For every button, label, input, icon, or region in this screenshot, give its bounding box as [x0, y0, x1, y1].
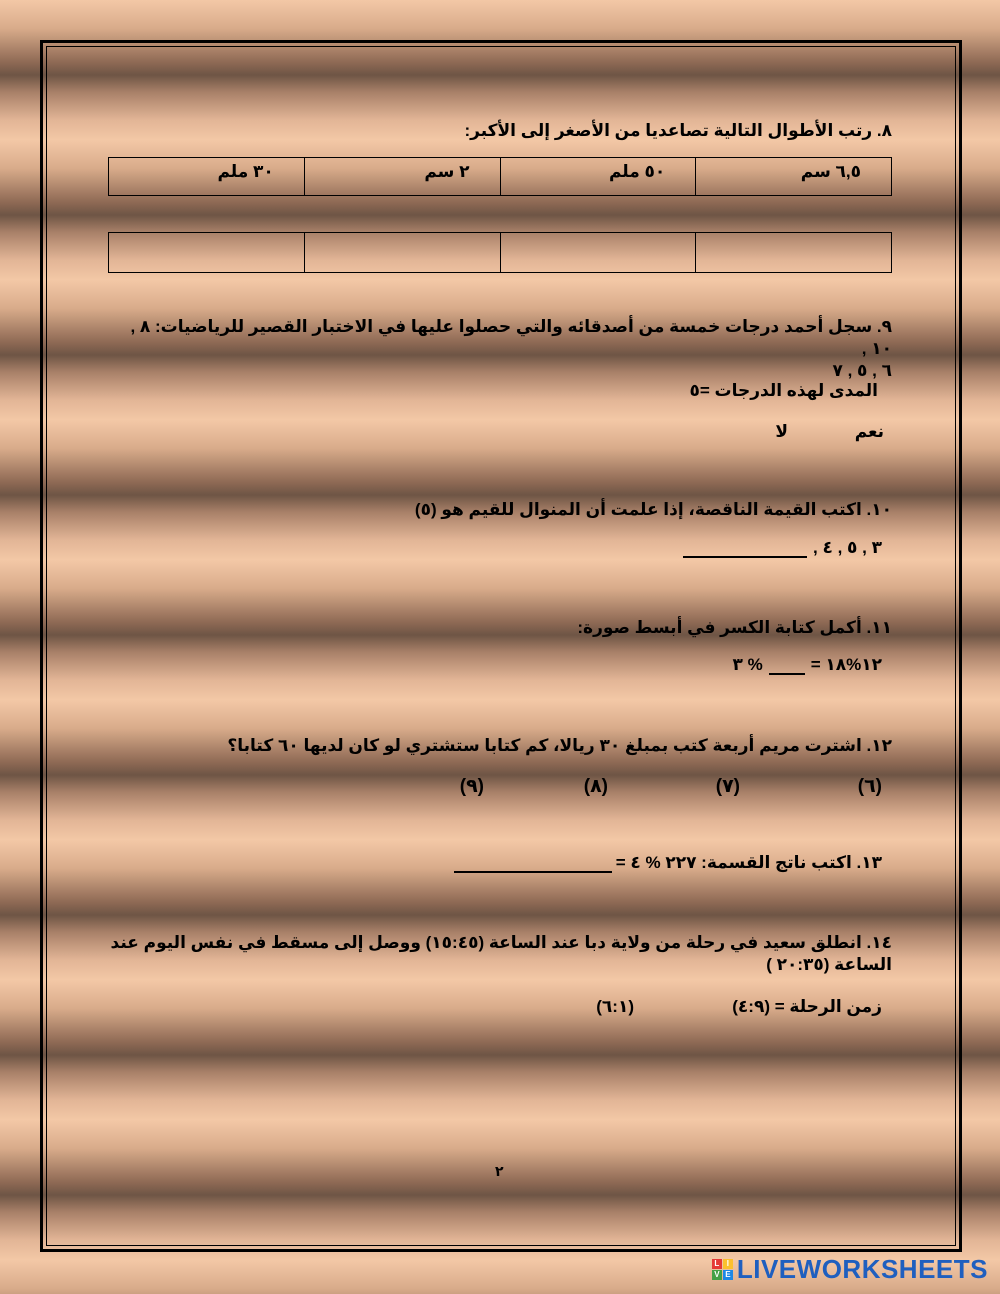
question-14-line1: ١٤. انطلق سعيد في رحلة من ولاية دبا عند الساعة (١٥:٤٥) ووصل إلى مسقط في نفس اليوم عند	[110, 933, 892, 952]
question-14-line2: الساعة (٢٠:٣٥ )	[766, 955, 892, 974]
question-8-text: ٨. رتب الأطوال التالية تصاعديا من الأصغر إلى الأكبر:	[464, 121, 892, 140]
question-11-text: ١١. أكمل كتابة الكسر في أبسط صورة:	[577, 618, 892, 637]
logo-letter: E	[723, 1270, 733, 1280]
question-9-line1: ٩. سجل أحمد درجات خمسة من أصدقائه والتي حصلوا عليها في الاختبار القصير للرياضيات: ٨ , ١٠ ,	[130, 317, 892, 358]
choice-8[interactable]: (٨)	[583, 776, 608, 797]
page-number: ٢	[495, 1163, 504, 1179]
liveworksheets-logo	[712, 1254, 988, 1284]
question-14-text	[108, 932, 892, 976]
mode-answer-blank[interactable]	[683, 540, 807, 558]
logo-mark-icon	[712, 1259, 733, 1280]
question-9-line2: ٦ , ٥ , ٧	[832, 361, 892, 380]
mode-values: ٣ , ٥ , ٤ ,	[813, 538, 882, 557]
trip-time-option-2[interactable]: (٦:١)	[596, 997, 634, 1016]
question-12-text: ١٢. اشترت مريم أربعة كتب بمبلغ ٣٠ ريالا، كم كتابا ستشتري لو كان لديها ٦٠ كتابا؟	[227, 736, 892, 755]
logo-letter: L	[712, 1259, 722, 1269]
question-9-text	[108, 316, 892, 382]
range-statement: المدى لهذه الدرجات =٥	[689, 381, 878, 400]
length-cell: ٢ سم	[304, 158, 500, 196]
question-10-text: ١٠. اكتب القيمة الناقصة، إذا علمت أن المنوال للقيم هو (٥)	[414, 500, 892, 519]
trip-time-option-1[interactable]: زمن الرحلة = (٤:٩)	[732, 997, 882, 1016]
logo-text: LIVEWORKSHEETS	[736, 1253, 988, 1284]
page-border-inner	[46, 46, 956, 1246]
fraction-row	[732, 655, 882, 675]
logo-letter: V	[712, 1270, 722, 1280]
mode-values-row	[683, 538, 882, 558]
question-13-row	[454, 853, 882, 873]
length-cell: ٦,٥ سم	[696, 158, 892, 196]
lengths-table	[108, 157, 892, 196]
length-cell: ٣٠ ملم	[109, 158, 305, 196]
fraction-left: ١٢%١٨ =	[810, 655, 882, 674]
answer-cell[interactable]	[696, 233, 892, 273]
length-cell: ٥٠ ملم	[500, 158, 696, 196]
logo-letter: I	[723, 1259, 733, 1269]
answer-cell[interactable]	[109, 233, 305, 273]
choice-6[interactable]: (٦)	[857, 776, 882, 797]
fraction-blank[interactable]	[769, 657, 805, 675]
option-yes[interactable]: نعم	[854, 422, 884, 441]
choice-7[interactable]: (٧)	[715, 776, 740, 797]
answer-cell[interactable]	[304, 233, 500, 273]
fraction-right: % ٣	[732, 655, 763, 674]
division-answer-blank[interactable]	[454, 855, 612, 873]
answer-table	[108, 232, 892, 273]
option-no[interactable]: لا	[775, 422, 788, 441]
choice-9[interactable]: (٩)	[459, 776, 484, 797]
answer-cell[interactable]	[500, 233, 696, 273]
question-13-text: ١٣. اكتب ناتج القسمة: ٢٢٧ % ٤ =	[615, 853, 882, 872]
